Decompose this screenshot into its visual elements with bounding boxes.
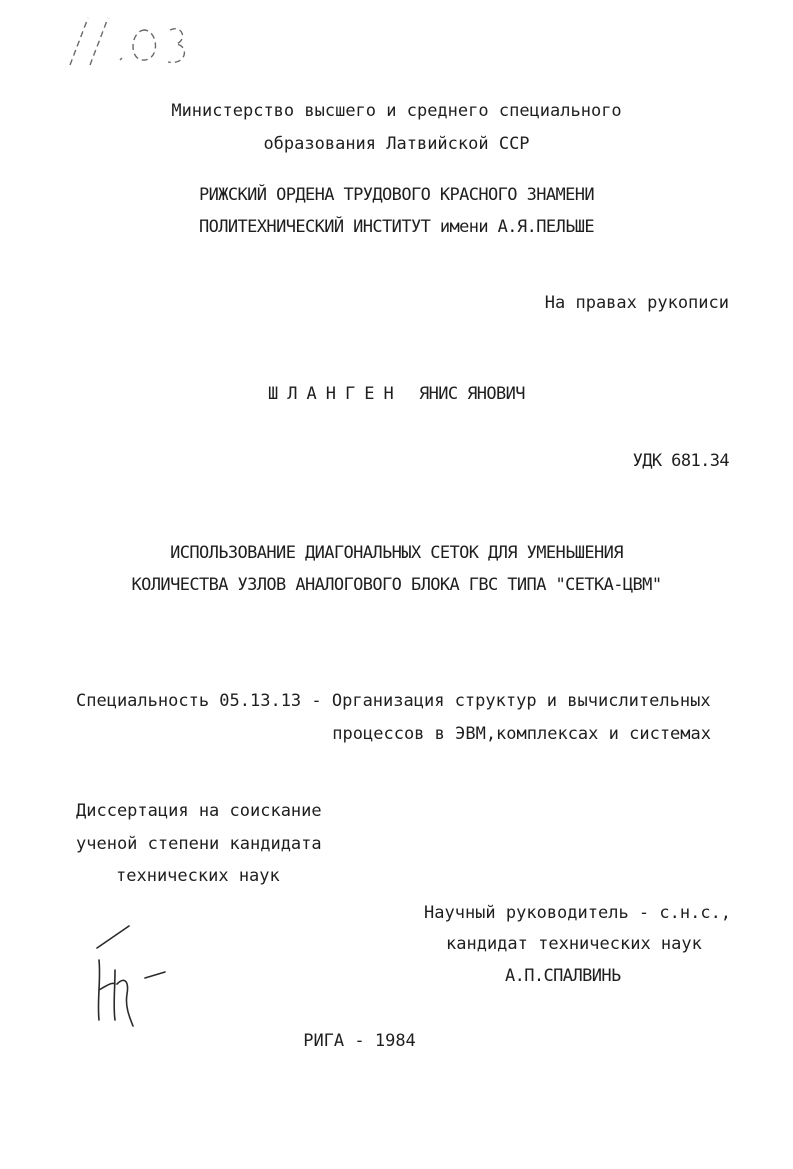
author-surname: ШЛАНГЕН (268, 384, 403, 404)
handwritten-number (50, 10, 200, 70)
specialty-line-1: Специальность 05.13.13 - Организация структур и вычислительных (76, 691, 711, 711)
institute-line-2: ПОЛИТЕХНИЧЕСКИЙ ИНСТИТУТ имени А.Я.ПЕЛЬШЕ (198, 217, 595, 237)
udc-code: УДК 681.34 (632, 451, 729, 471)
supervisor-line-1: Научный руководитель - с.н.с., (424, 903, 732, 923)
institute-line-1: РИЖСКИЙ ОРДЕНА ТРУДОВОГО КРАСНОГО ЗНАМЕНИ (198, 185, 595, 205)
title-line-1: ИСПОЛЬЗОВАНИЕ ДИАГОНАЛЬНЫХ СЕТОК ДЛЯ УМЕНЬШЕНИЯ (170, 543, 623, 563)
title-line-2: КОЛИЧЕСТВА УЗЛОВ АНАЛОГОВОГО БЛОКА ГВС ТИПА "СЕТКА-ЦВМ" (131, 575, 662, 595)
dissertation-line-2: ученой степени кандидата (76, 834, 322, 854)
dissertation-line-3: технических наук (116, 866, 280, 886)
supervisor-line-2: кандидат технических наук (446, 934, 702, 954)
manuscript-note: На правах рукописи (544, 293, 729, 313)
city-year: РИГА - 1984 (303, 1031, 416, 1051)
author-given-name: ЯНИС ЯНОВИЧ (418, 384, 525, 404)
dissertation-line-1: Диссертация на соискание (76, 801, 322, 821)
supervisor-line-3: А.П.СПАЛВИНЬ (505, 966, 621, 986)
author-name (0, 383, 793, 405)
specialty-line-2: процессов в ЭВМ,комплексах и системах (332, 724, 711, 744)
ministry-line-1: Министерство высшего и среднего специального (171, 101, 622, 121)
ministry-line-2: образования Латвийской ССР (263, 134, 530, 154)
handwritten-signature (85, 920, 175, 1030)
